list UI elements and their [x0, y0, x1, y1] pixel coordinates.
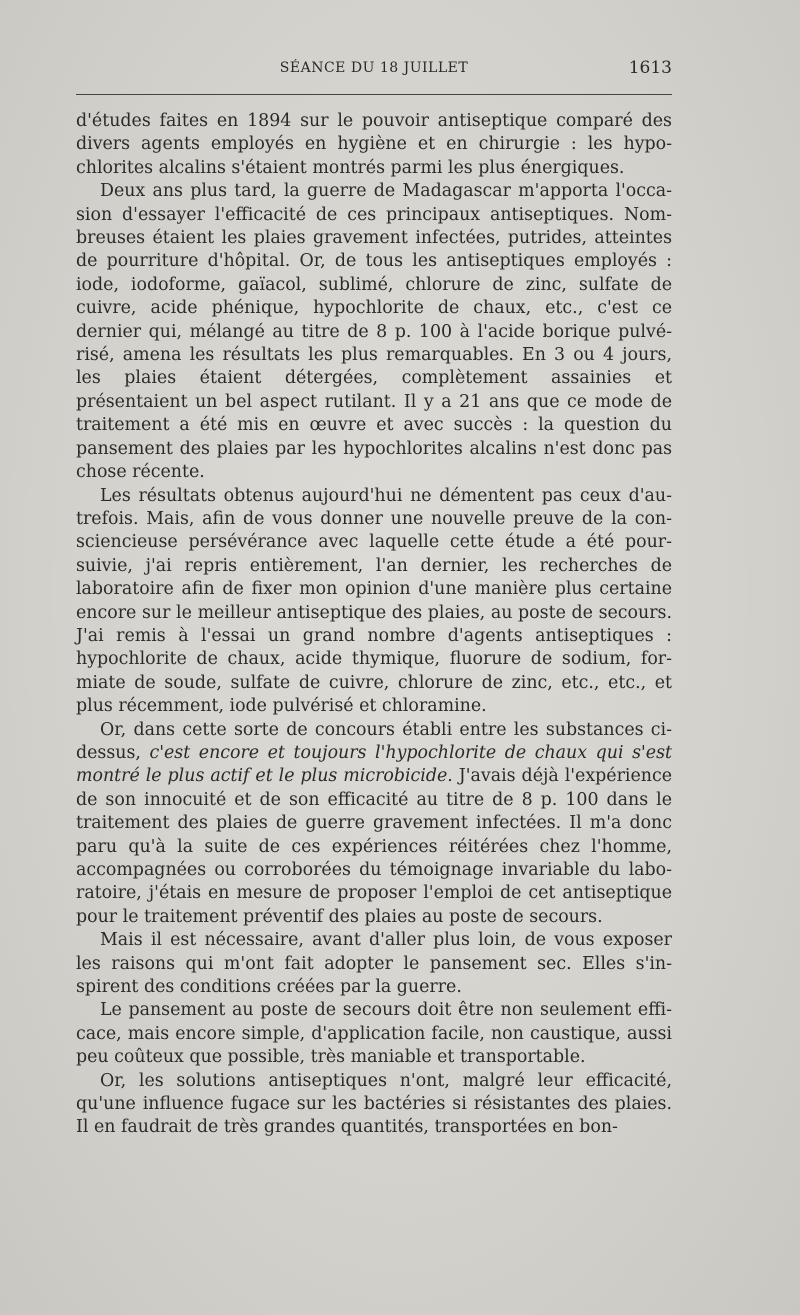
- paragraph-6: Le pansement au poste de secours doit être non seulement effi-cace, mais encore simple, d'application facile, non caustique, aussi peu coûteux que possible, très maniable et transportable.: [76, 1000, 672, 1068]
- header-rule: [76, 94, 672, 95]
- paragraph-4-italic: c'est encore et toujours l'hypochlorite de chaux qui s'est montré le plus actif et le plus microbicide.: [76, 742, 672, 787]
- paragraph-3: Les résultats obtenus aujourd'hui ne démentent pas ceux d'au-trefois. Mais, afin de vous donner une nouvelle preuve de la con-sciencieuse persévérance avec laquelle cette étude a été pour-suivie, j'ai repris entièrement, l'an dernier, les recherches de laboratoire afin de fixer mon opinion d'une manière plus certaine encore sur le meilleur antiseptique des plaies, au poste de secours. J'ai remis à l'essai un grand nombre d'agents antiseptiques : hypochlorite de chaux, acide thymique, fluorure de sodium, for-miate de soude, sulfate de cuivre, chlorure de zinc, etc., etc., et plus récemment, iode pulvérisé et chloramine.: [76, 485, 672, 717]
- page-header: [76, 58, 672, 82]
- paragraph-2: Deux ans plus tard, la guerre de Madagascar m'apporta l'occa-sion d'essayer l'efficacité de ces principaux antiseptiques. Nom-breuses étaient les plaies gravement infectées, putrides, atteintes de pourriture d'hôpital. Or, de tous les antiseptiques employés : iode, iodoforme, gaïacol, sublimé, chlorure de zinc, sulfate de cuivre, acide phénique, hypochlorite de chaux, etc., c'est ce dernier qui, mélangé au titre de 8 p. 100 à l'acide borique pulvé-risé, amena les résultats les plus remarquables. En 3 ou 4 jours, les plaies étaient détergées, complètement assainies et présentaient un bel aspect rutilant. Il y a 21 ans que ce mode de traitement a été mis en œuvre et avec succès : la question du pansement des plaies par les hypochlorites alcalins n'est donc pas chose récente.: [76, 181, 672, 483]
- running-title: SÉANCE DU 18 JUILLET: [279, 60, 469, 76]
- paragraph-4-after: J'avais déjà l'expérience de son innocuité et de son efficacité au titre de 8 p. 100 dans le traitement des plaies de guerre gravement infectées. Il m'a donc paru qu'à la suite de ces expériences réitérées chez l'homme, accompagnées ou corroborées du témoignage invariable du labo-ratoire, j'étais en mesure de proposer l'emploi de cet antiseptique pour le traitement préventif des plaies au poste de secours.: [76, 766, 672, 927]
- paragraph-1: d'études faites en 1894 sur le pouvoir antiseptique comparé des divers agents employés en hygiène et en chirurgie : les hypo-chlorites alcalins s'étaient montrés parmi les plus énergiques.: [76, 111, 672, 178]
- paragraph-7: Or, les solutions antiseptiques n'ont, malgré leur efficacité, qu'une influence fugace sur les bactéries si résistantes des plaies. Il en faudrait de très grandes quantités, transportées en bon-: [76, 1070, 672, 1138]
- page-number: 1613: [628, 58, 672, 78]
- paragraph-4: [76, 719, 672, 930]
- paragraph-5: Mais il est nécessaire, avant d'aller plus loin, de vous exposer les raisons qui m'ont fait adopter le pansement sec. Elles s'in-spirent des conditions créées par la guerre.: [76, 930, 672, 998]
- body-text: [76, 110, 672, 1140]
- paragraph-4-before: Or, dans cette sorte de concours établi entre les substances ci-dessus,: [76, 719, 672, 763]
